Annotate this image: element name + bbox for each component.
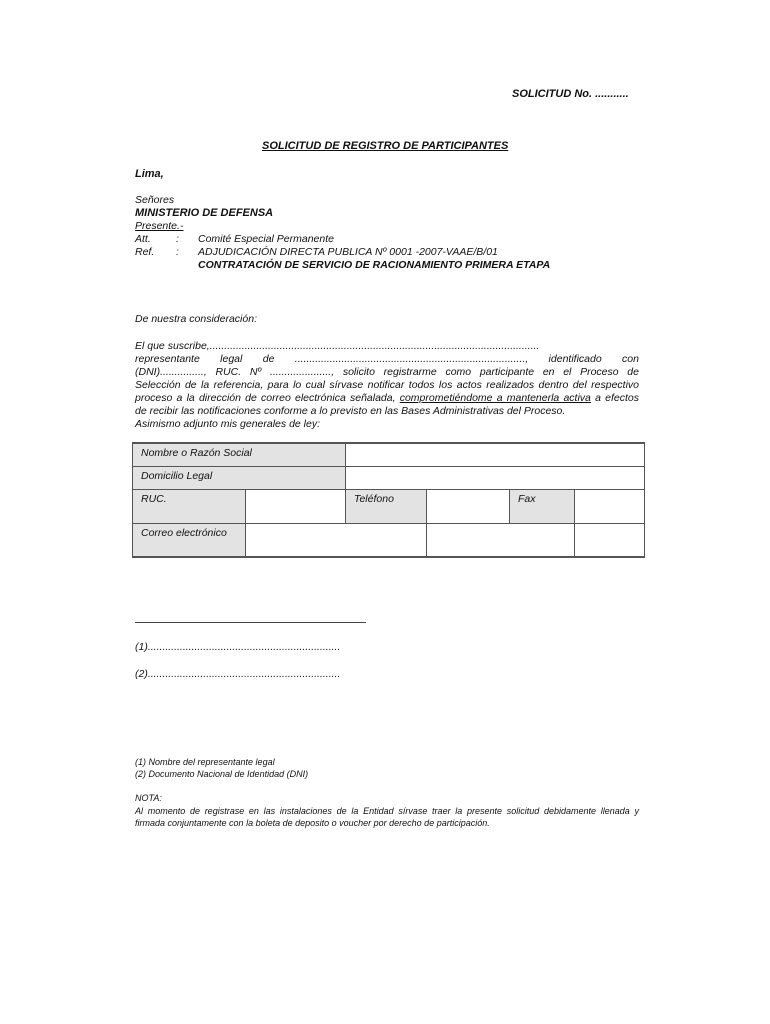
participant-data-table — [132, 442, 645, 558]
body-line: representante legal de ..............................................................................., identificado con — [135, 353, 639, 365]
body-paragraph — [135, 340, 639, 431]
signature-name-line: (1).................................................................. — [135, 641, 341, 653]
att-colon: : — [176, 233, 179, 245]
body-line: Asimismo adjunto mis generales de ley: — [135, 418, 321, 430]
ref-label: Ref. — [135, 246, 155, 258]
signature-line — [135, 622, 366, 623]
signature-dni-line: (2).................................................................. — [135, 668, 341, 680]
presente-label: Presente.- — [135, 220, 184, 232]
body-line: de recibir las notificaciones conforme a lo previsto en las Bases Administrativas del Proceso. — [135, 405, 566, 417]
nombre-input-cell[interactable] — [346, 443, 645, 467]
nota-line: firmada conjuntamente con la boleta de deposito o voucher por derecho de participación. — [135, 818, 490, 828]
correo-label-cell: Correo electrónico — [133, 524, 246, 558]
fax-input-cell[interactable] — [575, 490, 645, 524]
city-date-line: Lima, — [135, 168, 164, 180]
nota-text — [135, 805, 639, 829]
commitment-underlined: comprometiéndome a mantenerla activa — [399, 392, 591, 404]
domicilio-input-cell[interactable] — [346, 467, 645, 490]
body-line: El que suscribe,................................................................................................................. — [135, 340, 540, 352]
att-label: Att. — [135, 233, 151, 245]
correo-input-cell-3[interactable] — [575, 524, 645, 558]
nota-label: NOTA: — [135, 793, 162, 803]
body-line: (DNI)..............., RUC. Nº ....................., solicito registrarme como participante en el Proceso de — [135, 366, 639, 378]
document-title: SOLICITUD DE REGISTRO DE PARTICIPANTES — [262, 140, 509, 152]
body-line — [135, 392, 639, 405]
salutation: Señores — [135, 194, 175, 206]
footnote-1: (1) Nombre del representante legal — [135, 757, 275, 767]
telefono-label-cell: Teléfono — [346, 490, 427, 524]
greeting: De nuestra consideración: — [135, 313, 257, 325]
ref-value-process: ADJUDICACIÓN DIRECTA PUBLICA Nº 0001 -2007-VAAE/B/01 — [198, 246, 498, 258]
nota-line: Al momento de registrase en las instalaciones de la Entidad sírvase traer la presente solicitud debidamente llenada y — [135, 806, 639, 816]
ref-colon: : — [176, 246, 179, 258]
att-value: Comité Especial Permanente — [198, 233, 334, 245]
footnote-2: (2) Documento Nacional de Identidad (DNI) — [135, 769, 309, 779]
correo-input-cell-1[interactable] — [246, 524, 427, 558]
ruc-label-cell: RUC. — [133, 490, 246, 524]
fax-label-cell: Fax — [510, 490, 575, 524]
body-text: proceso a la dirección de correo electrónica señalada, — [135, 392, 400, 404]
recipient-name: MINISTERIO DE DEFENSA — [135, 207, 274, 219]
ref-value-contract: CONTRATACIÓN DE SERVICIO DE RACIONAMIENTO PRIMERA ETAPA — [198, 259, 551, 271]
telefono-input-cell[interactable] — [427, 490, 510, 524]
body-text: a efectos — [590, 392, 639, 404]
correo-input-cell-2[interactable] — [427, 524, 575, 558]
solicitud-number: SOLICITUD No. ........... — [512, 88, 629, 100]
body-line: Selección de la referencia, para lo cual sírvase notificar todos los actos realizados dentro del respectivo — [135, 379, 639, 391]
ruc-input-cell[interactable] — [246, 490, 346, 524]
domicilio-label-cell: Domicilio Legal — [133, 467, 346, 490]
nombre-label-cell: Nombre o Razón Social — [133, 443, 346, 467]
